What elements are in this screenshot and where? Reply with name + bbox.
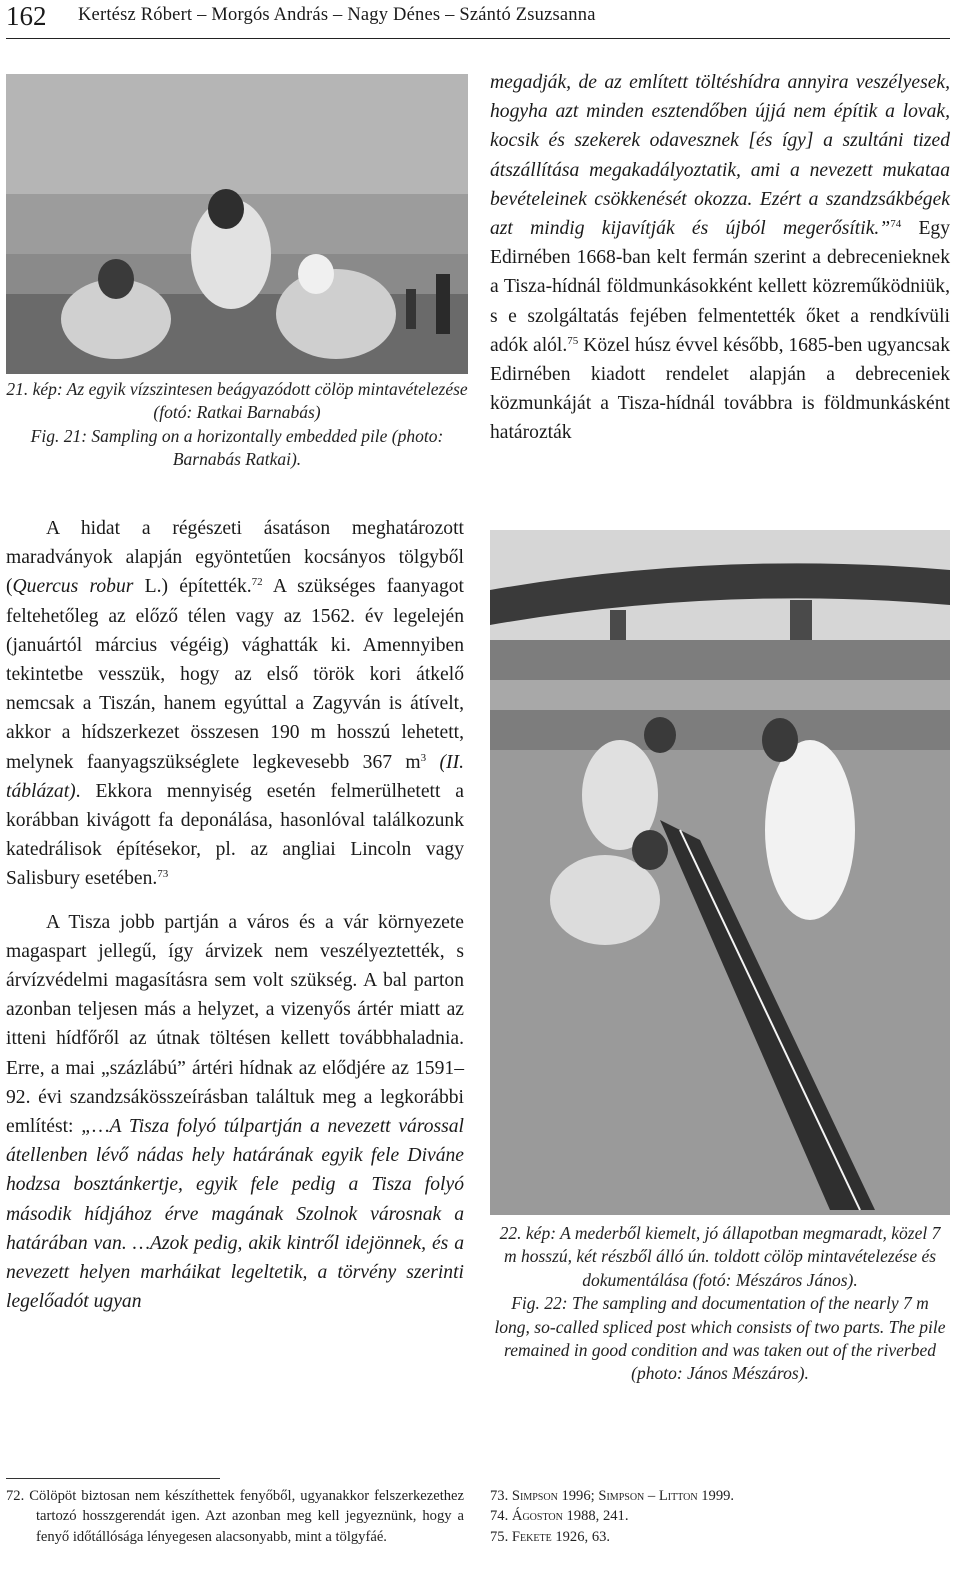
figure-22-photo <box>490 530 950 1215</box>
left-column-text <box>6 514 464 1316</box>
paragraph-oak-bridge: A hidat a régészeti ásatáson meghatározott maradványok alapján egyöntetűen kocsányos tölgyből (Quercus robur L.) építették.$^{72}$ A szükséges faanyagot feltehetőleg az előző télen vagy az 1562. év legelején (januártól március végéig) vághatták ki. Amennyiben tekintetbe vesszük, hogy az első török kori átkelő nemcsak a Tiszán, hanem egyúttal a Zagyván is átívelt, akkor a hídszerkezet összesen 190 m hosszú lehetett, melynek faanyagszükséglete legkevesebb 367 $m^3$ (II. táblázat). Ekkora mennyiség esetén felmerülhetett a korábban kivágott fa deponálása, hasonlóval találkozunk katedrálisok építésekor, pl. az angliai Lincoln vagy Salisbury esetében.$^{73}$ <box>6 518 464 890</box>
paragraph-tisza-banks: A Tisza jobb partján a város és a vár környezete magaspart jellegű, így árvizek nem veszélyeztették, s árvízvédelmi magasításra sem volt szükség. A bal parton azonban teljesen más a helyzet, a vizenyős ártér miatt az itteni hídfőről az útnak töltésen kellett továbbhaladnia. Erre, a mai „százlábú” ártéri hídnak az elődjére az 1591–92. évi szandzsákösszeírásban találtuk meg a legkorábbi említést: „…A Tisza folyó túlpartján a nevezett várossal átellenben lévő nádas hely határának egyik fele Divánе hodzsa bosztánkertje, egyik fele pedig a Tisza folyó második hídjához érve magának Szolnok városnak a határában van. …Azok pedig, akik kintről idejönnek, és a nevezett helyen marháikat legeltetik, a törvény szerinti legelőadót ugyan <box>6 911 464 1313</box>
footnote-72: 72. Cölöpöt biztosan nem készíthettek fenyőből, ugyanakkor felszerkezethez tartozó hosszgerendát igen. Azt azonban meg kell jegyeznünk, hogy a fenyő időtállósága lényegesen alacsonyabb, mint a tölgyfáé. <box>6 1488 465 1545</box>
species-name: Quercus robur <box>12 576 134 598</box>
footnotes-left <box>6 1486 464 1547</box>
figure-21-caption-hu: 21. kép: Az egyik vízszintesen beágyazódott cölöp mintavételezése (fotó: Ratkai Barnabás) <box>6 379 468 423</box>
figure-22-caption-en: Fig. 22: The sampling and documentation of the nearly 7 m long, so-called spliced post which consists of two parts. The pile remained in good condition and was taken out of the riverbed (photo: János Mészáros). <box>494 1293 946 1384</box>
quotation-sanjak-census: „…A Tisza folyó túlpartján a nevezett várossal átellenben lévő nádas hely határának egyik fele Divánе hodzsa bosztánkertje, egyik fele pedig a Tisza folyó második hídjához érve magának Szolnok városnak a határában van. …Azok pedig, akik kintről idejönnek, és a nevezett helyen marháikat legeltetik, a törvény szerinti legelőadót ugyan <box>6 1116 464 1313</box>
footnote-75: 75. Fekete 1926, 63. <box>490 1528 611 1545</box>
footnote-ref-72: 72 <box>251 576 263 589</box>
page-number: 162 <box>6 1 47 31</box>
paragraph-quote-continued: megadják, de az említett töltéshídra annyira veszélyesek, hogyha azt minden esztendőben újjá nem építik a lovak, kocsik és szekerek odavesznek [és így] a szultáni tized átszállítása megakadályoztatik, ami a nevezett mukataa bevételeinek csökkenését okozza. Ezért a szandzsákbégek azt mindig kijavítják és újból megerősítik.”$^{74}$ Egy Edirnében 1668-ban kelt fermán szerint a debrecenieknek a Tisza-hídnál földmunkásokként kellett közreműködniük, s e szolgáltatás fejében felmentették őket a rendkívüli adók alól.$^{75}$ Közel húsz évvel később, 1685-ben ugyancsak Edirnében kiadott rendelet alapján a debreceniek közmunkáját a Tisza-hídnál továbbra is földmunkásként határozták <box>490 72 951 444</box>
figure-22-caption-hu: 22. kép: A mederből kiemelt, jó állapotban megmaradt, közel 7 m hosszú, két részből álló ún. toldott cölöp mintavételezése és dokumentálása (fotó: Mészáros János). <box>499 1223 941 1290</box>
quotation-continued: megadják, de az említett töltéshídra annyira veszélyesek, hogyha azt minden esztendőben újjá nem építik a lovak, kocsik és szekerek odavesznek [és így] a szultáni tized átszállítása megakadályoztatik, ami a nevezett mukataa bevételeinek csökkenését okozza. Ezért a szandzsákbégek azt mindig kijavítják és újból megerősítik.” <box>490 72 950 240</box>
cubic-exponent: 3 <box>420 751 427 764</box>
figure-21-caption <box>6 378 468 472</box>
right-column-text <box>490 68 950 448</box>
footnote-73: 73. Simpson 1996; Simpson – Litton 1999. <box>490 1488 735 1504</box>
footnote-separator <box>6 1478 220 1479</box>
footnote-ref-74: 74 <box>890 218 902 231</box>
figure-21-caption-en: Fig. 21: Sampling on a horizontally embedded pile (photo: Barnabás Ratkai). <box>30 425 444 470</box>
footnotes-right <box>490 1486 950 1547</box>
footnote-ref-73: 73 <box>157 868 169 881</box>
footnote-ref-75: 75 <box>567 334 579 347</box>
footnote-74: 74. Ágoston 1988, 241. <box>490 1508 629 1525</box>
figure-21-photo <box>6 74 468 374</box>
running-title-authors: Kertész Róbert – Morgós András – Nagy Dénes – Szántó Zsuzsanna <box>78 5 596 25</box>
running-header <box>6 0 950 39</box>
table-reference: (II. táblázat) <box>6 751 464 802</box>
figure-22-caption <box>492 1222 948 1386</box>
